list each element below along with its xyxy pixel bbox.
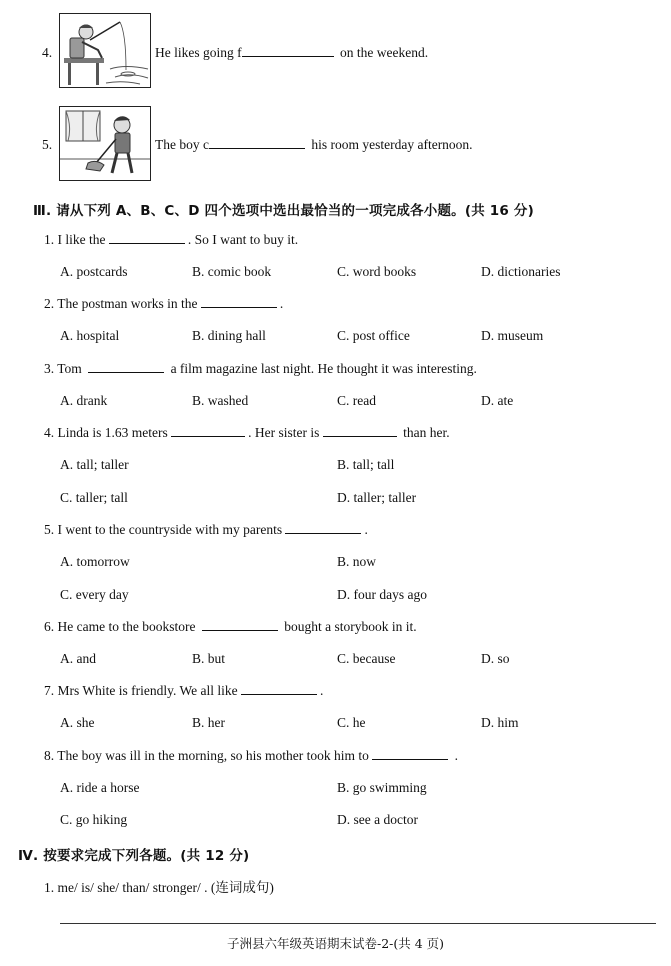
answer-blank[interactable] xyxy=(171,435,245,437)
picture-item-4-number: 4. xyxy=(42,45,53,60)
answer-blank[interactable] xyxy=(285,532,361,534)
answer-blank[interactable] xyxy=(242,55,334,57)
question-stem-part: 5. I went to the countryside with my parents xyxy=(44,522,286,537)
question-stem-part: . xyxy=(279,296,284,311)
answer-blank[interactable] xyxy=(323,435,397,437)
picture-item-4-after: on the weekend. xyxy=(340,45,429,60)
option-b[interactable]: B. washed xyxy=(192,393,249,408)
cleaning-boy-picture xyxy=(59,106,151,181)
question-stem-part: . xyxy=(364,522,368,537)
option-b[interactable]: B. but xyxy=(192,651,226,666)
question-2 xyxy=(44,296,283,312)
answer-blank[interactable] xyxy=(109,242,185,244)
picture-item-4-before: He likes going f xyxy=(155,45,242,60)
option-a[interactable]: A. drank xyxy=(60,393,108,408)
option-c[interactable]: C. go hiking xyxy=(60,812,128,827)
option-d[interactable]: D. so xyxy=(481,651,510,666)
question-stem-part: 7. Mrs White is friendly. We all like xyxy=(44,683,242,698)
option-a[interactable]: A. tomorrow xyxy=(60,554,130,569)
question-stem-part: . xyxy=(320,683,324,698)
option-b[interactable]: B. tall; tall xyxy=(337,457,395,472)
section-4-question-1: 1. me/ is/ she/ than/ stronger/ . (连词成句) xyxy=(44,880,274,895)
option-b[interactable]: B. dining hall xyxy=(192,328,266,343)
option-a[interactable]: A. she xyxy=(60,715,95,730)
option-d[interactable]: D. museum xyxy=(481,328,544,343)
picture-item-4-sentence xyxy=(155,45,428,61)
answer-blank[interactable] xyxy=(202,629,278,631)
question-6 xyxy=(44,619,417,635)
question-stem-part: 1. I like the xyxy=(44,232,109,247)
answer-blank[interactable] xyxy=(372,758,448,760)
option-c[interactable]: C. because xyxy=(337,651,396,666)
option-d[interactable]: D. see a doctor xyxy=(337,812,418,827)
picture-item-5-sentence xyxy=(155,137,473,153)
question-stem-part: bought a storybook in it. xyxy=(280,619,417,634)
answer-blank[interactable] xyxy=(241,693,317,695)
page-footer: 子洲县六年级英语期末试卷-2-(共 4 页) xyxy=(226,936,445,951)
option-c[interactable]: C. he xyxy=(337,715,366,730)
question-7 xyxy=(44,683,323,699)
option-c[interactable]: C. post office xyxy=(337,328,410,343)
option-d[interactable]: D. him xyxy=(481,715,519,730)
question-stem-part: . xyxy=(451,748,458,763)
option-c[interactable]: C. taller; tall xyxy=(60,490,128,505)
section-4-heading: Ⅳ. 按要求完成下列各题。(共 12 分) xyxy=(18,848,250,864)
question-stem-part: than her. xyxy=(399,425,450,440)
question-stem-part: 6. He came to the bookstore xyxy=(44,619,199,634)
option-a[interactable]: A. tall; taller xyxy=(60,457,129,472)
option-a[interactable]: A. ride a horse xyxy=(60,780,140,795)
question-8 xyxy=(44,748,458,764)
question-1 xyxy=(44,232,298,248)
answer-blank[interactable] xyxy=(201,306,277,308)
fishing-boy-illustration xyxy=(60,14,150,87)
picture-item-5-before: The boy c xyxy=(155,137,209,152)
option-a[interactable]: A. hospital xyxy=(60,328,120,343)
question-stem-part: 2. The postman works in the xyxy=(44,296,201,311)
fishing-boy-picture xyxy=(59,13,151,88)
picture-item-5-after: his room yesterday afternoon. xyxy=(311,137,473,152)
option-b[interactable]: B. go swimming xyxy=(337,780,427,795)
option-a[interactable]: A. and xyxy=(60,651,96,666)
option-c[interactable]: C. every day xyxy=(60,587,129,602)
option-c[interactable]: C. word books xyxy=(337,264,417,279)
option-d[interactable]: D. dictionaries xyxy=(481,264,561,279)
option-c[interactable]: C. read xyxy=(337,393,376,408)
question-stem-part: 3. Tom xyxy=(44,361,86,376)
question-4 xyxy=(44,425,450,441)
cleaning-boy-illustration xyxy=(60,107,150,180)
option-b[interactable]: B. comic book xyxy=(192,264,272,279)
footer-divider xyxy=(60,923,656,924)
question-stem-part: 4. Linda is 1.63 meters xyxy=(44,425,172,440)
picture-item-5-number: 5. xyxy=(42,137,53,152)
option-d[interactable]: D. four days ago xyxy=(337,587,427,602)
question-stem-part: a film magazine last night. He thought it was interesting. xyxy=(167,361,477,376)
option-a[interactable]: A. postcards xyxy=(60,264,128,279)
question-stem-part: 8. The boy was ill in the morning, so his mother took him to xyxy=(44,748,373,763)
question-stem-part: . Her sister is xyxy=(248,425,323,440)
question-3 xyxy=(44,361,477,377)
section-3-heading: Ⅲ. 请从下列 A、B、C、D 四个选项中选出最恰当的一项完成各小题。(共 16 分) xyxy=(33,203,534,219)
option-d[interactable]: D. ate xyxy=(481,393,514,408)
option-d[interactable]: D. taller; taller xyxy=(337,490,417,505)
answer-blank[interactable] xyxy=(209,147,305,149)
question-5 xyxy=(44,522,368,538)
option-b[interactable]: B. her xyxy=(192,715,225,730)
option-b[interactable]: B. now xyxy=(337,554,377,569)
question-stem-part: . So I want to buy it. xyxy=(187,232,299,247)
answer-blank[interactable] xyxy=(88,371,164,373)
